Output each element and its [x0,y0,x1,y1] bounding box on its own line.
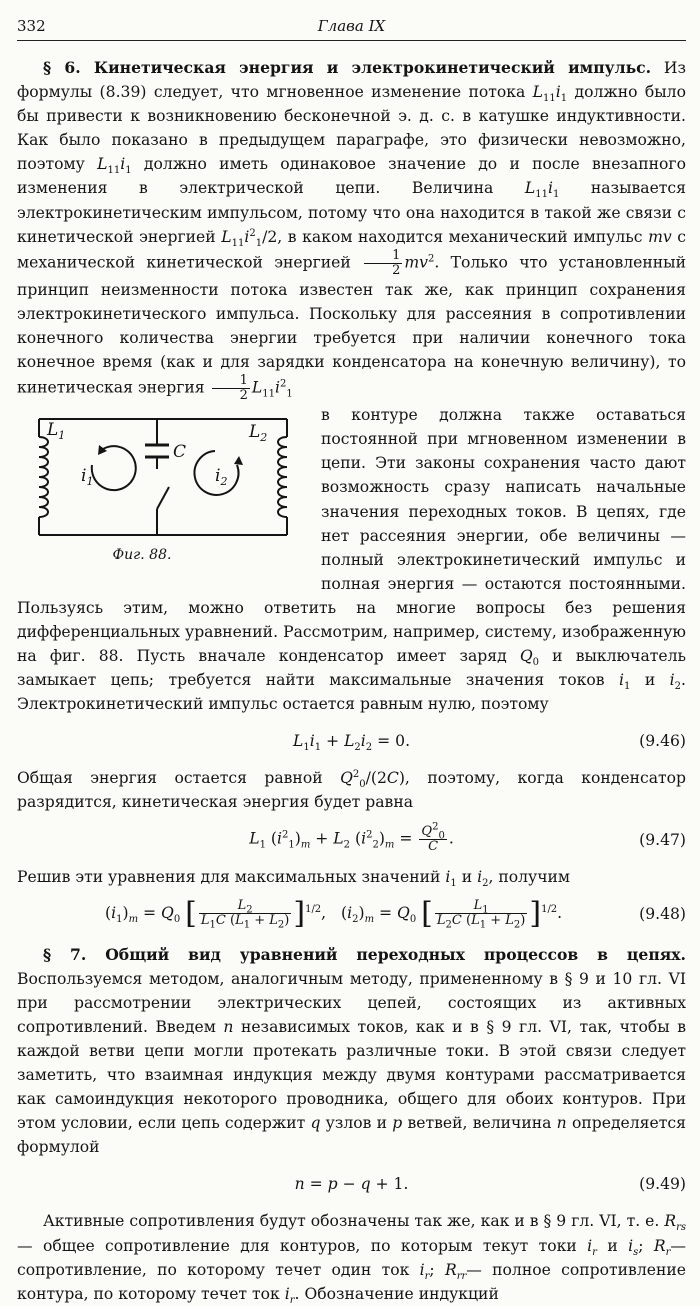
equation-9-48: $(i_1)_m = Q_0$ [ $\frac{L_2}{L_1C (L_1 + L_2)}$ ]$^{1/2}$, $(i_2)_m = Q_0$ [ $\frac{L_1}{L_2C (L_1 + L_2)}$ ]$^{1/2}$. (9.48) [105,895,686,931]
equation-9-46: $L_1i_1 + L_2i_2 = 0$. (9.46) [17,726,686,756]
page-number: 332 [17,17,46,35]
paragraph-figure-text: в контуре должна также оставаться постоянной при мгновенном изменении в цепи. Эти законы сохранения часто дают возможность сразу написать начальные значения переходных токов. В цепях, где нет рассеяния энергии, обе величины — полный электрокинетический импульс и полная энергия — остаются постоянными. Пользуясь этим, можно ответить на многие вопросы без решения дифференциальных уравнений. Рассмотрим, например, систему, изображенную на фиг. 88. Пусть вначале конденсатор имеет заряд $Q_0$ и выключатель замыкает цепь; требуется найти максимальные значения токов $i_1$ и $i_2$. Электрокинетический импульс остается равным нулю, поэтому [17,406,686,714]
label-l2: $L_2$ [249,422,268,445]
running-header [17,14,686,40]
label-l1: $L_1$ [47,420,66,443]
equation-number: (9.48) [639,904,686,923]
equation-number: (9.47) [639,830,686,849]
equation-9-49: n = p − q + 1. (9.49) [17,1169,686,1199]
equation-number: (9.46) [639,732,686,751]
chapter-title: Глава IX [317,17,386,35]
circuit-diagram [17,407,307,547]
equation-number: (9.49) [639,1175,686,1194]
label-i2: $i_2$ [215,466,228,489]
section-7-heading: § 7. Общий вид уравнений переходных процессов в цепях. [43,944,686,964]
paragraph-solve: Решив эти уравнения для максимальных значений $i_1$ и $i_2$, получим [17,867,571,889]
label-i1: $i_1$ [81,466,94,489]
page-body [17,56,686,1306]
equation-9-47: $L_1$ $(i^2_1)_m + L_2$ $(i^2_2)_m$ = $\frac{Q^2_0}{C}$ . (9.47) [249,821,686,855]
header-rule [17,40,686,41]
paragraph-resistances: Активные сопротивления будут обозначены так же, как и в § 9 гл. VI, т. е. $R_{rs}—$ общее сопротивление для контуров, по которым текут токи $i_r$ и $i_s$; $R_r—$ сопротивление, по которому течет один ток $i_r$; $R_{rr}—$ полное сопротивление контура, по которому течет ток $i_r$. Обозначение индукций [17,1212,686,1306]
paragraph-energy: Общая энергия остается равной $Q^2_0/(2C)$, поэтому, когда конденсатор разрядится, кинетическая энергия будет равна [17,769,686,812]
section-7-paragraph: § 7. Общий вид уравнений переходных процессов в цепях. Воспользуемся методом, аналогичным методу, примененному в § 9 и 10 гл. VI при рассмотрении электрических цепей, состоящих из активных сопротивлений. Введем n независимых токов, как и в § 9 гл. VI, так, чтобы в каждой ветви цепи могли протекать различные токи. В этой связи следует заметить, что взаимная индукция между двумя контурами рассматривается как самоиндукция некоторого проводника, общего для обоих контуров. При этом условии, если цепь содержит q узлов и p ветвей, величина n определяется формулой [17,944,686,1157]
figure-caption: Фиг. 88. [112,547,172,564]
label-c: C [173,442,187,463]
section-6-paragraph: § 6. Кинетическая энергия и электрокинетический импульс. Из формулы (8.39) следует, что мгновенное изменение потока $L_{11}i_1$ должно было бы привести к возникновению бесконечной э. д. с. в катушке индуктивности. Как было показано в предыдущем параграфе, это физически невозможно, поэтому $L_{11}i_1$ должно иметь одинаковое значение до и после внезапного изменения в электрической цепи. Величина $L_{11}i_1$ называется электрокинетическим импульсом, потому что она находится в такой же связи с кинетической энергией $L_{11}i^2_1/2$, в каком находится механический импульс mv с механической кинетической энергией $\frac{1}{2}$ $mv^2$. Только что установленный принцип неизменности потока известен так же, как принцип сохранения электрокинетического импульса. Поскольку для рассеяния в сопротивлении конечного количества энергии требуется при наличии конечного тока конечное время (как и для зарядки конденсатора на конечную величину), то кинетическая энергия $\frac{1}{2}$ $L_{11}i^2_1$ [17,58,686,404]
figure-88 [17,407,307,575]
section-6-heading: § 6. Кинетическая энергия и электрокинетический импульс. [43,58,652,77]
